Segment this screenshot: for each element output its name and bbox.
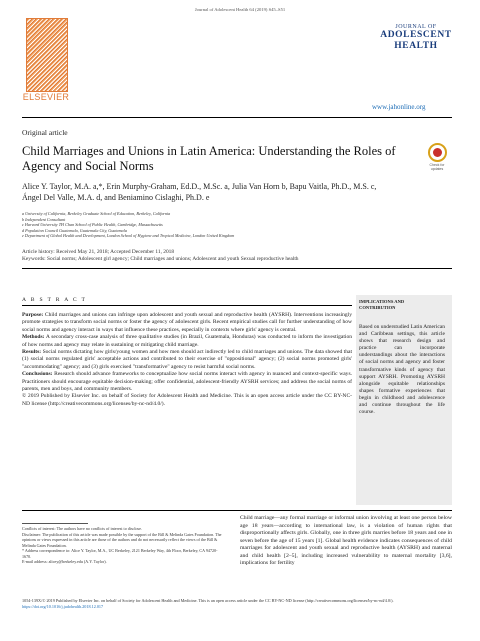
disclaimer-note: Disclaimer: The publication of this article was made possible by the support of the Bill & Melinda Gates Foundation. The opinions or views expressed in this article are those of the authors and do not necessarily reflect the views of the Bill & Melinda Gates Foundation. xyxy=(22,531,222,548)
journal-masthead xyxy=(380,24,452,52)
doi-link[interactable]: https://doi.org/10.1016/j.jadohealth.2018.12.017 xyxy=(22,603,104,609)
keywords: Keywords: Social norms; Adolescent girl agency; Child marriages and unions; Adolescent and youth Sexual reproductive health xyxy=(22,256,299,263)
article-title: Child Marriages and Unions in Latin America: Understanding the Roles of Agency and Social Norms xyxy=(22,144,396,173)
implications-box xyxy=(356,295,452,505)
introduction-text: Child marriage—any formal marriage or informal union involving at least one person below age 18 years—according to international law, is a violation of human rights that disproportionally affects girls. Globally, one in three girls marries before 18 years and one in seven before the age of 15 years [1]. Global health evidence indicates consequences of child marriages for adolescent and youth sexual and reproductive health (AYSRH) and maternal and child health [2–5], including increased vulnerability to maternal mortality [3,6], implications for fertility xyxy=(240,515,452,566)
purpose-label: Purpose: xyxy=(22,312,44,318)
abstract-heading-rule xyxy=(22,305,352,306)
journal-name-line2: HEALTH xyxy=(394,41,438,51)
article-type: Original article xyxy=(22,128,68,137)
abstract-bottom-divider xyxy=(22,510,452,511)
author-list xyxy=(22,182,452,203)
authors-line-1: Alice Y. Taylor, M.A. a,*, Erin Murphy-Graham, Ed.D., M.Sc. a, Julia Van Horn b, Bapu Vaitla, Ph.D., M.S. c, xyxy=(22,182,377,191)
abstract-heading: A B S T R A C T xyxy=(22,297,87,303)
correspondence-email: E-mail address: alicey@berkeley.edu (A.Y. Taylor). xyxy=(22,559,107,564)
affiliations xyxy=(22,211,452,239)
crossmark-button[interactable] xyxy=(424,143,450,173)
abstract-results xyxy=(22,349,352,371)
abstract-methods xyxy=(22,334,352,349)
crossmark-icon xyxy=(428,143,447,162)
publisher-logo-text: ELSEVIER xyxy=(22,92,70,102)
footnotes xyxy=(22,526,222,565)
conclusions-text: Research should advance frameworks to conceptualize how social norms interact with agency in nuanced and context-specific ways. Practitioners should encourage equitable decision-making; offer confidential, adolescent-friendly AYSRH services; and address the social norms of parents, men and boys, and community members. xyxy=(22,371,352,393)
abstract-body xyxy=(22,312,352,408)
results-text: Social norms dictating how girls/young women and how men should act indirectly led to child marriages and unions. The data showed that (1) social norms regulated girls' acceptable actions and contributed to their exercise of "oppositional" agency; (2) social norms promoted girls' "accommodating" agency; and (3) girls exercised "transformative" agency to resist harmful social norms. xyxy=(22,349,353,370)
affiliation-d: d Population Council Guatemala, Guatemala City, Guatemala xyxy=(22,227,127,233)
implications-heading: IMPLICATIONS AND CONTRIBUTION xyxy=(359,299,405,310)
journal-name-line1: ADOLESCENT xyxy=(380,30,452,40)
elsevier-tree-icon xyxy=(26,18,68,92)
journal-url-link[interactable]: www.jahonline.org xyxy=(372,103,426,111)
implications-body: Based on understudied Latin American and Caribbean settings, this article shows that research design and practice can incorporate understandings about the interactions of social norms and agency and foster transformative kinds of agency that support AYSRH. Promoting AYSRH alongside equitable relationships shapes formative experiences that begin in childhood and adolescence and continue throughout the life course. xyxy=(359,324,445,416)
affiliation-b: b Independent Consultant xyxy=(22,216,66,222)
correspondence-address: * Address correspondence to: Alice Y. Taylor, M.A., UC Berkeley, 2121 Berkeley Way, 4th Floor, Berkeley, CA 94720-1670. xyxy=(22,548,218,559)
abstract-copyright: © 2019 Published by Elsevier Inc. on behalf of Society for Adolescent Health and Medicine. This is an open access article under the CC BY-NC-ND license (http://creativecommons.org/licenses/by-nc-nd/4.0/). xyxy=(22,393,352,407)
authors-line-2: Ángel Del Valle, M.A. d, and Beniamino Cislaghi, Ph.D. e xyxy=(22,192,210,202)
affiliation-e: e Department of Global Health and Development, London School of Hygiene and Tropical Medicine, London United Kingdom xyxy=(22,233,235,239)
journal-name-small: JOURNAL OF xyxy=(395,24,437,30)
header-divider xyxy=(22,117,452,118)
footnote-rule xyxy=(22,523,88,524)
methods-label: Methods: xyxy=(22,334,45,341)
conclusions-label: Conclusions: xyxy=(22,371,53,378)
methods-text: A secondary cross-case analysis of three qualitative studies (in Brazil, Guatemala, Honduras) was conducted to inform the investigation of how norms and agency may relate in sustaining or mitigating child marriage. xyxy=(22,334,352,348)
abstract-purpose xyxy=(22,312,352,334)
article-history xyxy=(22,249,452,264)
history-dates: Article history: Received May 21, 2018; Accepted December 11, 2018 xyxy=(22,249,175,255)
journal-citation: Journal of Adolescent Health 64 (2019) S45–S51 xyxy=(194,7,286,12)
affiliation-a: a University of California, Berkeley Graduate School of Education, Berkeley, California xyxy=(22,211,171,216)
metadata-divider xyxy=(22,268,452,269)
purpose-text: Child marriages and unions can infringe upon adolescent and youth sexual and reproductive health (AYSRH). Interventions increasingly promote strategies to transform social norms or foster the agency of adolescent girls. Recent empirical studies call for further understanding of how social norms and agency interact in ways that influence these practices, especially in contexts where girls' agency is central. xyxy=(22,312,352,333)
footer-copyright: 1054-139X/© 2019 Published by Elsevier Inc. on behalf of Society for Adolescent Health and Medicine. This is an open access article under the CC BY-NC-ND license (http://creativecommons.org/licenses/by-nc-nd/4.0/). xyxy=(22,598,394,603)
elsevier-logo xyxy=(22,18,70,106)
conflicts-note: Conflicts of interest: The authors have no conflicts of interest to disclose. xyxy=(22,526,142,531)
abstract-conclusions xyxy=(22,371,352,393)
affiliation-c: c Harvard University TH Chan School of Public Health, Cambridge, Massachusetts xyxy=(22,222,163,228)
page-footer xyxy=(22,598,452,610)
results-label: Results: xyxy=(22,349,42,356)
crossmark-label: Check for updates xyxy=(429,163,445,171)
